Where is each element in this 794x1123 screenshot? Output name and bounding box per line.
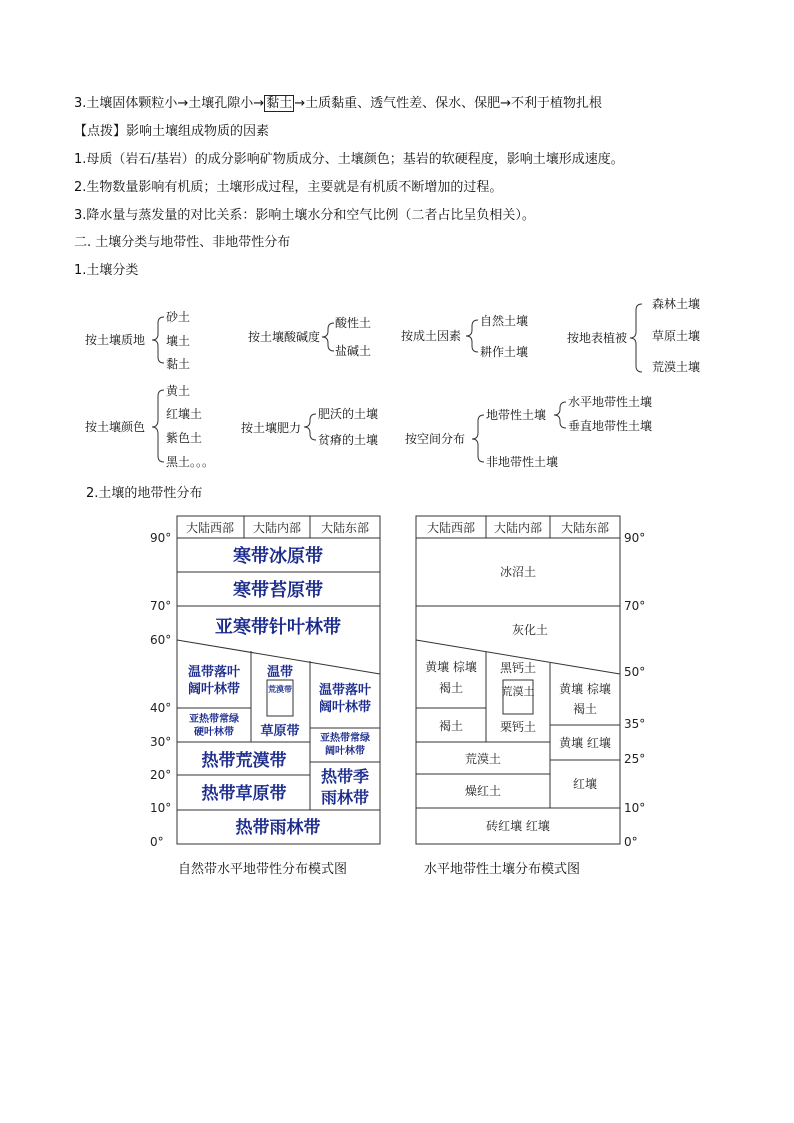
- ph-item: 盐碱土: [335, 344, 372, 358]
- soil-west: 褐土: [438, 719, 464, 733]
- fertility-item: 贫瘠的土壤: [318, 433, 379, 447]
- soil-mid-desert: 荒漠土: [501, 685, 535, 698]
- color-item: 黑土。。。: [166, 455, 215, 469]
- lat-label: 30°: [150, 735, 172, 749]
- zone-tropical-desert: 热带荒漠带: [201, 751, 287, 771]
- line1-text-a: 3.土壤固体颗粒小→土壤孔隙小→: [74, 96, 265, 111]
- right-caption: 水平地带性土壤分布模式图: [424, 862, 581, 877]
- origin-item: 耕作土壤: [480, 345, 529, 359]
- zone-west-subtropical: 亚热带常绿: [189, 714, 239, 725]
- lat-label: 20°: [150, 768, 172, 782]
- soil-east: 黄壤 棕壤: [559, 682, 611, 696]
- zone-west-temperate: 温带落叶: [187, 665, 241, 680]
- zone-taiga: 亚寒带针叶林带: [215, 617, 341, 638]
- lat-label: 60°: [150, 633, 172, 647]
- zone-ice: 寒带冰原带: [233, 546, 323, 567]
- color-item: 黄土: [166, 384, 191, 398]
- texture-label: 按土壤质地: [85, 333, 146, 347]
- line1-text-b: →土质黏重、透气性差、保水、保肥→不利于植物扎根: [294, 96, 603, 111]
- zone-west-subtropical: 硬叶林带: [194, 727, 234, 738]
- ph-label: 按土壤酸碱度: [248, 330, 321, 344]
- soil-bog: 冰沼土: [499, 565, 537, 579]
- zone-east-temperate: 阔叶林带: [318, 700, 372, 715]
- lat-label: 40°: [150, 701, 172, 715]
- vegetation-item: 荒漠土壤: [652, 360, 701, 374]
- lat-label: 90°: [150, 531, 172, 545]
- fertility-item: 肥沃的土壤: [318, 407, 379, 421]
- space-label: 按空间分布: [405, 432, 466, 446]
- texture-item: 黏土: [166, 357, 191, 371]
- space-item: 水平地带性土壤: [568, 395, 653, 409]
- subheading-zonal: 2.土壤的地带性分布: [86, 486, 203, 501]
- soil-east: 黄壤 红壤: [559, 736, 611, 750]
- texture-item: 砂土: [166, 310, 191, 324]
- section-heading: 二. 土壤分类与地带性、非地带性分布: [74, 235, 291, 250]
- right-header: 大陆内部: [493, 521, 543, 535]
- lat-label: 90°: [624, 531, 646, 545]
- vegetation-item: 草原土壤: [652, 329, 701, 343]
- origin-item: 自然土壤: [480, 314, 529, 328]
- paragraph-line1: [74, 95, 602, 113]
- soil-mid: 栗钙土: [499, 720, 537, 734]
- lat-label: 0°: [624, 835, 638, 849]
- right-header: 大陆西部: [426, 521, 476, 535]
- soil-mid: 黑钙土: [499, 661, 537, 675]
- lat-label: 35°: [624, 717, 646, 731]
- left-header: 大陆内部: [252, 521, 302, 535]
- zone-east-subtropical: 阔叶林带: [325, 746, 365, 757]
- zone-mid-steppe: 草原带: [260, 724, 300, 739]
- lat-label: 50°: [624, 665, 646, 679]
- zone-tundra: 寒带苔原带: [233, 580, 323, 601]
- space-item: 垂直地带性土壤: [568, 419, 653, 433]
- soil-east: 褐土: [572, 702, 598, 716]
- lat-label: 10°: [150, 801, 172, 815]
- color-item: 紫色土: [166, 431, 203, 445]
- natural-zone-diagram: [140, 510, 400, 850]
- space-zonal: 地带性土壤: [486, 408, 547, 422]
- soil-dry-red: 燥红土: [464, 784, 502, 798]
- zone-mid-desert: 荒漠带: [268, 685, 292, 694]
- zone-tropical-steppe: 热带草原带: [201, 784, 287, 804]
- lat-label: 70°: [624, 599, 646, 613]
- fertility-label: 按土壤肥力: [241, 421, 302, 435]
- subheading-classification: 1.土壤分类: [74, 263, 139, 278]
- soil-red: 红壤: [572, 777, 598, 791]
- left-caption: 自然带水平地带性分布模式图: [178, 862, 348, 877]
- vegetation-label: 按地表植被: [567, 331, 628, 345]
- soil-desert: 荒漠土: [464, 752, 502, 766]
- paragraph-3: 3.降水量与蒸发量的对比关系：影响土壤水分和空气比例（二者占比呈负相关）。: [74, 208, 535, 223]
- left-header: 大陆西部: [185, 521, 235, 535]
- space-azonal: 非地带性土壤: [486, 455, 559, 469]
- texture-item: 壤土: [166, 334, 191, 348]
- soil-west: 黄壤 棕壤: [425, 660, 477, 674]
- paragraph-1: 1.母质（岩石/基岩）的成分影响矿物质成分、土壤颜色；基岩的软硬程度，影响土壤形成速度。: [74, 152, 624, 167]
- lat-label: 10°: [624, 801, 646, 815]
- origin-label: 按成土因素: [401, 329, 462, 343]
- zone-east-subtropical: 亚热带常绿: [320, 733, 370, 744]
- vegetation-item: 森林土壤: [652, 297, 701, 311]
- soil-laterite: 砖红壤 红壤: [486, 819, 550, 833]
- soil-west: 褐土: [438, 681, 464, 695]
- right-header: 大陆东部: [560, 521, 610, 535]
- zone-east-temperate: 温带落叶: [318, 683, 372, 698]
- line1-boxed-term: 黏土: [266, 96, 293, 111]
- soil-zone-diagram: [410, 510, 660, 850]
- left-header: 大陆东部: [320, 521, 370, 535]
- soil-podzol: 灰化土: [511, 623, 549, 637]
- lat-label: 25°: [624, 752, 646, 766]
- zone-mid-temperate: 温带: [266, 665, 294, 680]
- lat-label: 0°: [150, 835, 164, 849]
- zone-west-temperate: 阔叶林带: [187, 682, 241, 697]
- zone-monsoon: 雨林带: [320, 788, 370, 807]
- lat-label: 70°: [150, 599, 172, 613]
- classification-brackets: [0, 290, 794, 480]
- paragraph-2: 2.生物数量影响有机质；土壤形成过程，主要就是有机质不断增加的过程。: [74, 180, 503, 195]
- color-label: 按土壤颜色: [85, 420, 146, 434]
- zone-rainforest: 热带雨林带: [235, 818, 321, 838]
- color-item: 红壤土: [166, 407, 203, 421]
- ph-item: 酸性土: [335, 316, 372, 330]
- zone-monsoon: 热带季: [320, 767, 370, 786]
- tip-heading: 【点拨】影响土壤组成物质的因素: [74, 124, 270, 139]
